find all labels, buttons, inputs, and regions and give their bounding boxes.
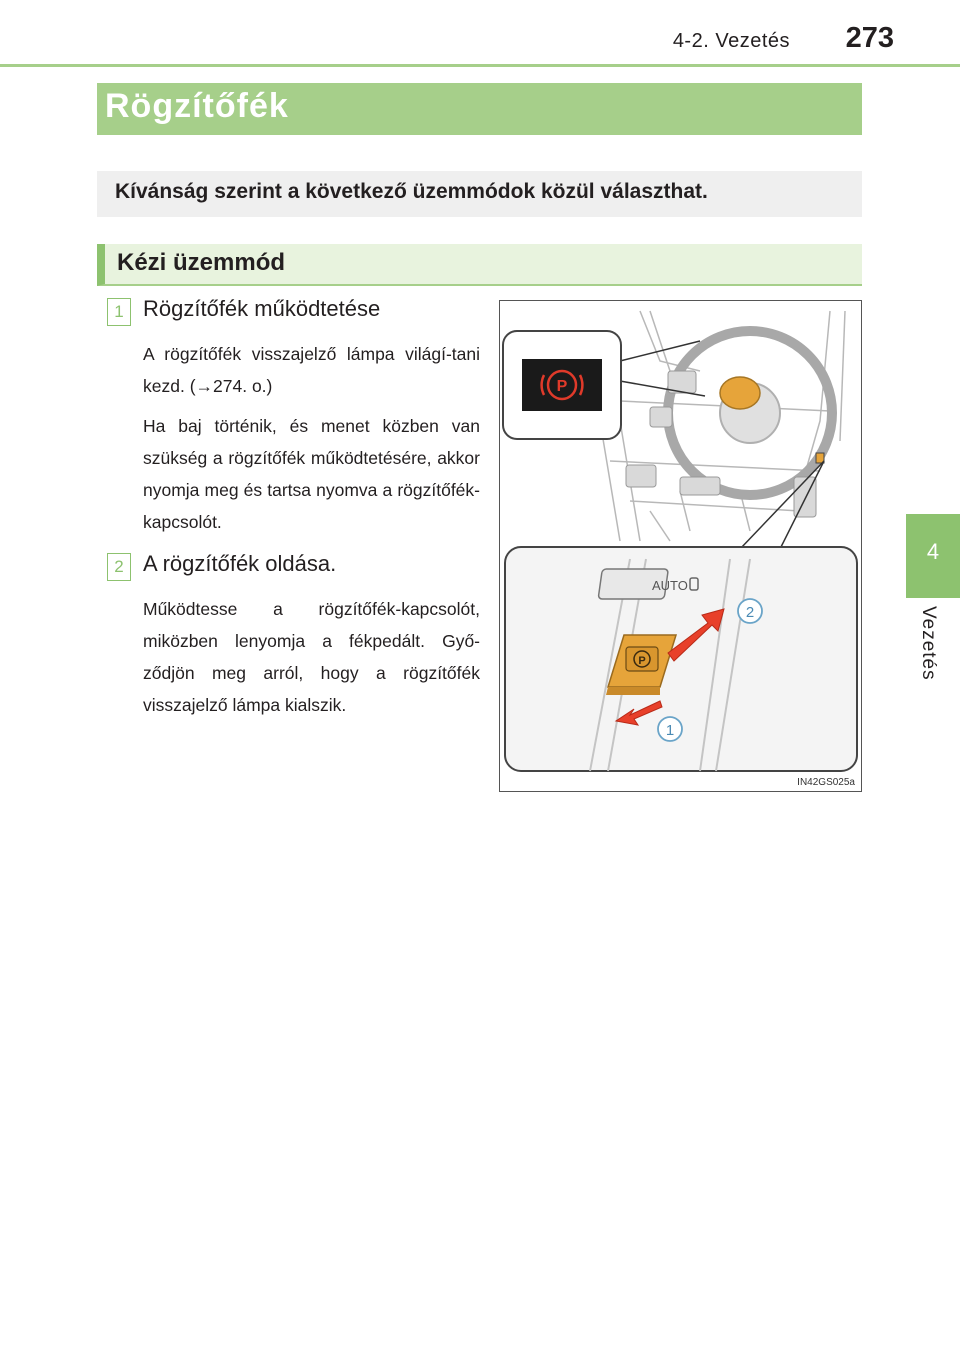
step-number-1: 1	[107, 298, 131, 326]
step-title-2: A rögzítőfék oldása.	[143, 551, 337, 576]
callout-2	[738, 599, 762, 623]
svg-text:2: 2	[745, 604, 755, 621]
subsection-title: Kézi üzemmód	[117, 249, 286, 276]
callout-1	[658, 717, 682, 741]
header-rule	[0, 64, 960, 67]
step-2-paragraph-1: Működtesse a rögzítőfék-kapcsolót, miközben lenyomja a fékpedált. Győ-ződjön meg arról, hogy a rögzítőfék visszajelző lámpa kialszik.	[143, 599, 480, 715]
svg-text:1: 1	[665, 722, 675, 739]
running-header-section: 4-2. Vezetés	[672, 30, 790, 52]
parking-brake-illustration	[500, 301, 861, 791]
svg-text:P: P	[556, 378, 568, 395]
page-number: 273	[845, 22, 894, 54]
intro-box	[97, 171, 862, 217]
step-number-2: 2	[107, 553, 131, 581]
step-title-1: Rögzítőfék működtetése	[143, 296, 381, 321]
figure-code: IN42GS025a	[797, 777, 855, 788]
chapter-number: 4	[926, 539, 940, 564]
parking-brake-figure	[499, 300, 862, 792]
section-title-bar	[97, 83, 862, 135]
subsection-bar	[97, 244, 862, 286]
step-1-paragraph-2: Ha baj történik, és menet közben van szükség a rögzítőfék működtetésére, akkor nyomja meg és tartsa nyomva a rögzítőfék-kapcsolót.	[143, 416, 480, 532]
chapter-tab[interactable]	[906, 514, 960, 598]
auto-switch-label: AUTO	[652, 578, 688, 593]
step-1-paragraph-1: A rögzítőfék visszajelző lámpa világí-tani kezd. (→274. o.)	[143, 344, 480, 396]
page-title: Rögzítőfék	[105, 87, 289, 125]
chapter-label: Vezetés	[918, 606, 939, 681]
intro-text: Kívánság szerint a következő üzemmódok közül választhat.	[115, 180, 708, 203]
svg-text:P: P	[638, 655, 646, 667]
